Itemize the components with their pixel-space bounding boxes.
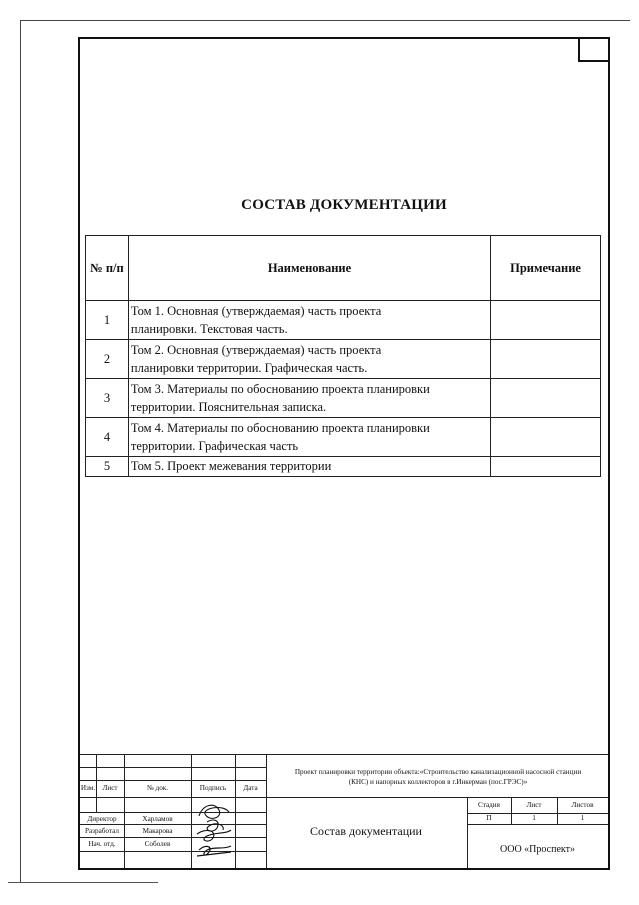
- row-name: Том 3. Материалы по обоснованию проекта планировки территории. Пояснительная записка.: [128, 379, 490, 418]
- stamp-line: [80, 851, 266, 852]
- organization-name: ООО «Проспект»: [500, 844, 575, 855]
- sheet-number-box: [578, 37, 610, 62]
- name-developer: Макарова: [142, 827, 173, 835]
- name-dept-head: Соболев: [144, 840, 171, 848]
- col-header-date: Дата: [243, 784, 258, 792]
- col-header-doc-no: № док.: [146, 784, 169, 792]
- header-name: Наименование: [128, 236, 490, 301]
- document-title: СОСТАВ ДОКУМЕНТАЦИИ: [241, 197, 447, 213]
- row-num: 4: [86, 418, 129, 457]
- table-row: [86, 379, 601, 418]
- col-header-signature: Подпись: [199, 784, 227, 792]
- row-note: [491, 301, 601, 340]
- header-note: Примечание: [491, 236, 601, 301]
- sheet-value: 1: [532, 814, 536, 822]
- col-header-izm: Изм.: [80, 784, 96, 792]
- table-header-row: [86, 236, 601, 301]
- stamp-line: [124, 754, 125, 868]
- row-name: Том 2. Основная (утверждаемая) часть проекта планировки территории. Графическая часть.: [128, 340, 490, 379]
- name-director: Харламов: [142, 815, 173, 823]
- stamp-line: [80, 754, 608, 755]
- stamp-line: [80, 824, 266, 825]
- stamp-line: [80, 780, 266, 781]
- table-row: [86, 301, 601, 340]
- page-edge-top: [20, 20, 630, 21]
- sheet-title: Состав документации: [310, 824, 422, 838]
- role-director: Директор: [87, 815, 117, 823]
- role-dept-head: Нач. отд.: [88, 840, 116, 848]
- table-row: [86, 418, 601, 457]
- signatures-scribble: [193, 800, 235, 862]
- sheet-label: Лист: [526, 801, 542, 809]
- stage-value: П: [486, 814, 492, 822]
- row-name: Том 5. Проект межевания территории: [128, 457, 490, 477]
- page-edge-bottom: [8, 882, 158, 883]
- stamp-line: [235, 754, 236, 868]
- row-num: 5: [86, 457, 129, 477]
- header-num: № п/п: [86, 236, 129, 301]
- row-name: Том 1. Основная (утверждаемая) часть проекта планировки. Текстовая часть.: [128, 301, 490, 340]
- title-block: [80, 754, 608, 868]
- contents-table: [85, 235, 601, 477]
- drawing-frame: [78, 37, 610, 870]
- table-row: [86, 340, 601, 379]
- page-edge-left: [20, 20, 21, 882]
- col-header-list: Лист: [102, 784, 118, 792]
- stamp-line: [191, 754, 192, 868]
- stamp-line: [80, 767, 266, 768]
- stamp-line: [80, 837, 266, 838]
- row-name: Том 4. Материалы по обоснованию проекта планировки территории. Графическая часть: [128, 418, 490, 457]
- sheets-label: Листов: [571, 801, 594, 809]
- row-num: 2: [86, 340, 129, 379]
- row-num: 1: [86, 301, 129, 340]
- row-note: [491, 340, 601, 379]
- stage-label: Стадия: [478, 801, 500, 809]
- row-note: [491, 418, 601, 457]
- stamp-line: [80, 797, 608, 798]
- sheets-value: 1: [580, 814, 585, 822]
- stamp-line: [80, 812, 266, 813]
- row-note: [491, 379, 601, 418]
- row-note: [491, 457, 601, 477]
- stamp-line: [96, 754, 97, 812]
- table-row: [86, 457, 601, 477]
- row-num: 3: [86, 379, 129, 418]
- project-description: Проект планировки территории объекта:«Строительство канализационной насосной станции (КНС) и напорных коллекторов в г.Инкерман (пос.ГРЭС)»: [294, 768, 582, 786]
- role-developer: Разработал: [84, 827, 120, 835]
- stamp-line: [467, 824, 608, 825]
